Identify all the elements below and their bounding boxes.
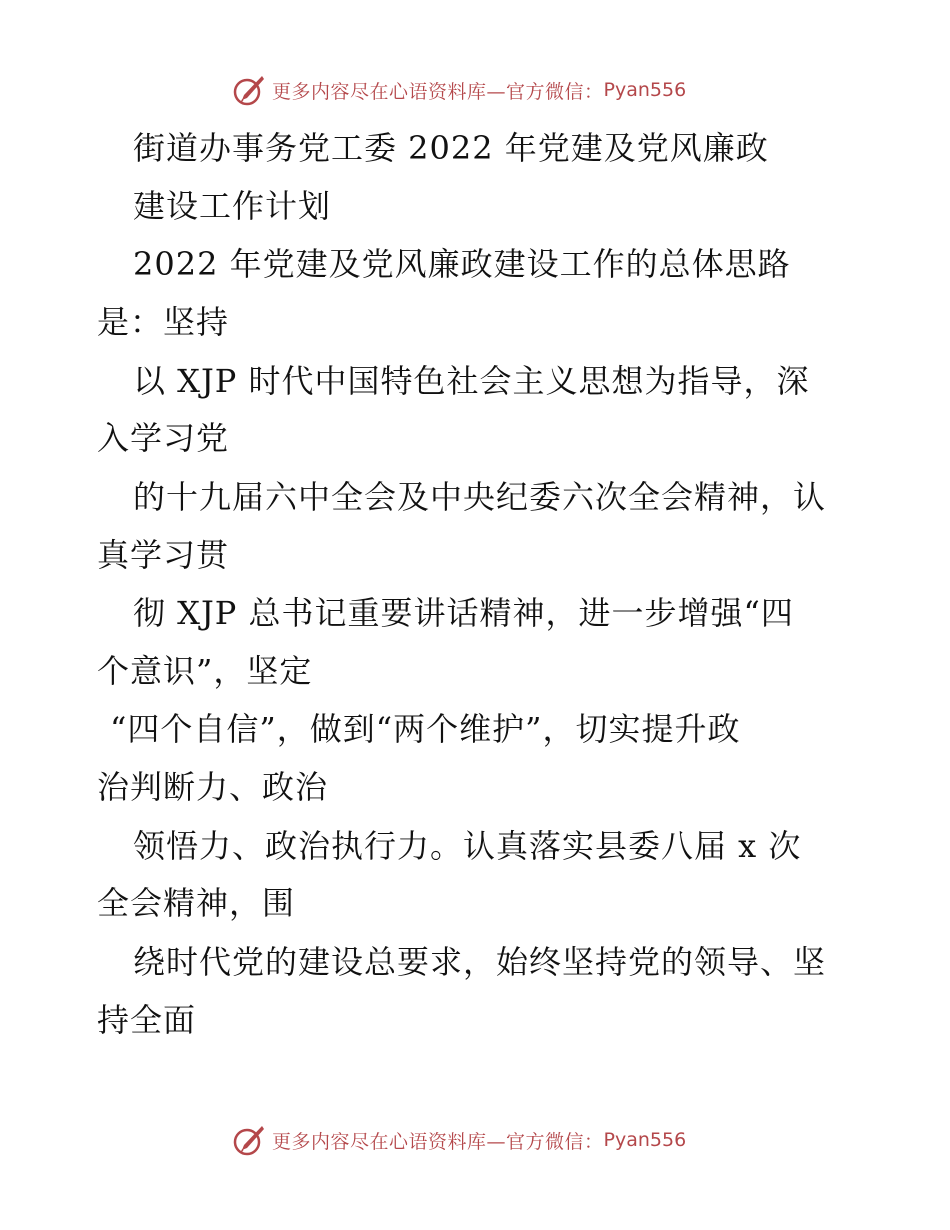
quill-pen-logo-icon (232, 73, 266, 107)
body-line: 真学习贯 (97, 536, 230, 574)
body-line: 的十九届六中全会及中央纪委六次全会精神，认 (133, 478, 827, 516)
body-line: 绕时代党的建设总要求，始终坚持党的领导、坚 (133, 943, 827, 981)
document-title-line-1: 街道办事务党工委 2022 年党建及党风廉政 (133, 129, 769, 167)
watermark-wechat-id: Pyan556 (603, 79, 687, 101)
body-line: 领悟力、政治执行力。认真落实县委八届 x 次 (133, 827, 802, 865)
body-line: 全会精神，围 (97, 884, 296, 922)
document-title-line-2: 建设工作计划 (133, 187, 332, 225)
body-line: 治判断力、政治 (97, 768, 329, 806)
watermark-banner-bottom (232, 1122, 686, 1158)
body-line: 持全面 (97, 1001, 197, 1039)
body-line: 2022 年党建及党风廉政建设工作的总体思路 (133, 245, 791, 283)
quill-pen-logo-icon (232, 1123, 266, 1157)
watermark-wechat-id: Pyan556 (603, 1129, 687, 1151)
watermark-text: 更多内容尽在心语资料库—官方微信： (272, 1130, 604, 1153)
watermark-banner-top (232, 72, 686, 108)
body-line: “四个自信”，做到“两个维护”，切实提升政 (110, 710, 741, 748)
body-line: 以 XJP 时代中国特色社会主义思想为指导，深 (133, 362, 810, 400)
body-line: 彻 XJP 总书记重要讲话精神，进一步增强“四 (133, 594, 794, 632)
watermark-text: 更多内容尽在心语资料库—官方微信： (272, 80, 604, 103)
body-line: 个意识”，坚定 (97, 652, 313, 690)
body-line: 入学习党 (97, 419, 230, 457)
body-line: 是：坚持 (97, 303, 230, 341)
